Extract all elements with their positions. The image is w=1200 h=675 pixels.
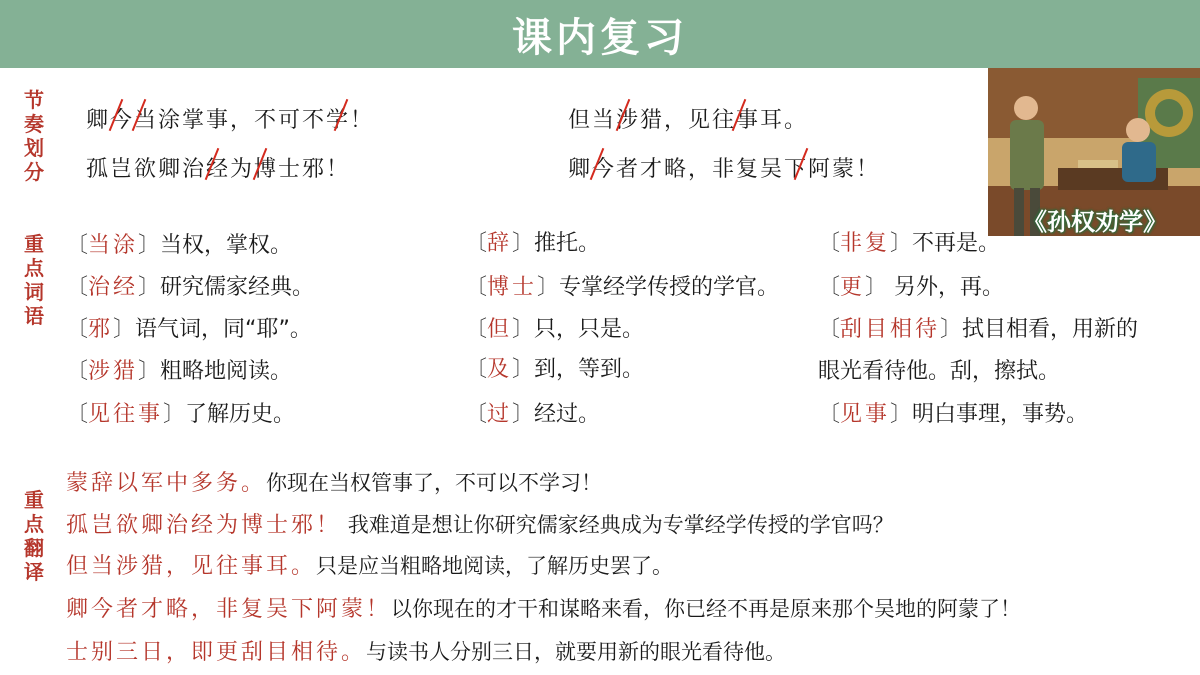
- rhythm-line-2: 孤岂欲卿治经为博士邪！: [86, 157, 351, 182]
- vocab-item: 〔邪〕语气词，同“耶”。: [66, 317, 312, 342]
- header-bar: [0, 0, 1200, 68]
- side-label-vocab: 重点词语: [24, 232, 44, 328]
- rhythm-line-4: 卿今者才略，非复吴下阿蒙！: [568, 157, 881, 182]
- illustration-caption: 《孙权劝学》: [1023, 208, 1167, 236]
- page-title: 课内复习: [512, 15, 688, 61]
- vocab-item: 〔刮目相待〕拭目相看，用新的: [818, 317, 1139, 342]
- vocab-item-continuation: 眼光看待他。刮，擦拭。: [818, 359, 1061, 384]
- vocab-item: 〔及〕到，等到。: [465, 357, 645, 382]
- rhythm-line-3: 但当涉猎，见往事耳。: [568, 108, 809, 133]
- translation-row: 卿今者才略，非复吴下阿蒙！以你现在的才干和谋略来看，你已经不再是原来那个吴地的阿蒙了！: [66, 597, 1022, 622]
- translation-row: 但当涉猎，见往事耳。只是应当粗略地阅读，了解历史罢了。: [66, 554, 674, 579]
- translation-row: 蒙辞以军中多务。你现在当权管事了，不可以不学习！: [66, 471, 603, 496]
- vocab-item: 〔博士〕专掌经学传授的学官。: [465, 275, 780, 300]
- vocab-item: 〔辞〕推托。: [465, 231, 601, 256]
- vocab-item: 〔非复〕不再是。: [818, 231, 1001, 256]
- vocab-item: 〔见事〕明白事理，事势。: [818, 402, 1089, 427]
- vocab-item: 〔但〕只，只是。: [465, 317, 645, 342]
- translation-row: 孤岂欲卿治经为博士邪！ 我难道是想让你研究儒家经典成为专掌经学传授的学官吗？: [66, 513, 894, 538]
- side-label-rhythm: 节奏划分: [24, 88, 44, 184]
- vocab-item: 〔当涂〕当权，掌权。: [66, 233, 293, 258]
- translation-row: 士别三日，即更刮目相待。与读书人分别三日，就要用新的眼光看待他。: [66, 640, 787, 665]
- side-label-translate: 重点翻译: [24, 488, 44, 584]
- vocab-item: 〔过〕经过。: [465, 402, 601, 427]
- vocab-item: 〔见往事〕了解历史。: [66, 402, 296, 427]
- rhythm-line-1: 卿今当涂掌事，不可不学！: [86, 108, 375, 133]
- vocab-item: 〔更〕 另外，再。: [818, 275, 1005, 300]
- vocab-item: 〔涉猎〕粗略地阅读。: [66, 359, 293, 384]
- vocab-item: 〔治经〕研究儒家经典。: [66, 275, 315, 300]
